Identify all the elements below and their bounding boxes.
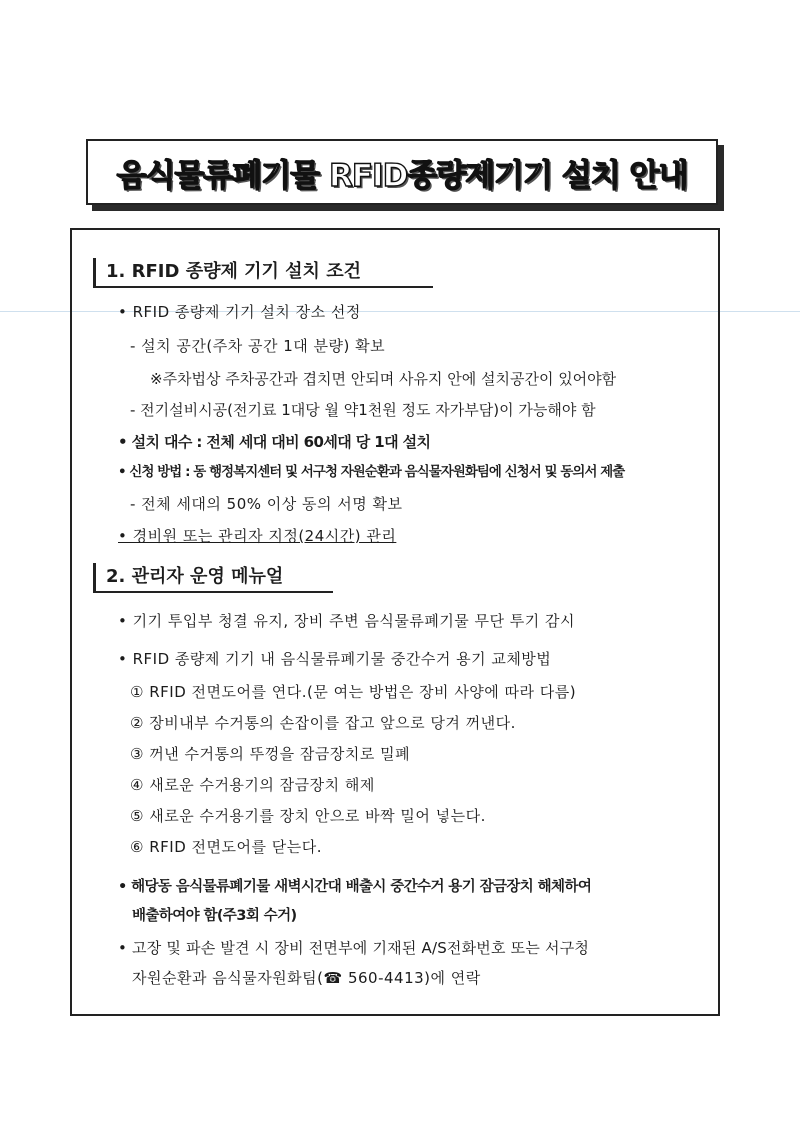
section-2-heading: 2. 관리자 운영 메뉴얼 bbox=[93, 563, 333, 593]
list-item: ⑥ RFID 전면도어를 닫는다. bbox=[130, 838, 322, 856]
list-item: - 전체 세대의 50% 이상 동의 서명 확보 bbox=[130, 495, 403, 513]
note-item: ※주차법상 주차공간과 겹치면 안되며 사유지 안에 설치공간이 있어야함 bbox=[150, 370, 617, 388]
list-item: - 전기설비시공(전기료 1대당 월 약1천원 정도 자가부담)이 가능해야 함 bbox=[130, 401, 596, 419]
list-item: • 신청 방법 : 동 행정복지센터 및 서구청 자원순환과 음식물자원화팀에 신청서 및 동의서 제출 bbox=[118, 465, 625, 480]
section-1-heading: 1. RFID 종량제 기기 설치 조건 bbox=[93, 258, 433, 288]
list-item: • 경비원 또는 관리자 지정(24시간) 관리 bbox=[118, 527, 397, 545]
list-item: • RFID 종량제 기기 내 음식물류폐기물 중간수거 용기 교체방법 bbox=[118, 650, 552, 668]
list-item: 자원순환과 음식물자원화팀(☎ 560-4413)에 연락 bbox=[132, 969, 481, 987]
list-item: ⑤ 새로운 수거용기를 장치 안으로 바짝 밀어 넣는다. bbox=[130, 807, 486, 825]
title-box bbox=[86, 139, 718, 205]
list-item: ① RFID 전면도어를 연다.(문 여는 방법은 장비 사양에 따라 다름) bbox=[130, 683, 577, 701]
list-item: • 기기 투입부 청결 유지, 장비 주변 음식물류폐기물 무단 투기 감시 bbox=[118, 612, 576, 630]
list-item: • RFID 종량제 기기 설치 장소 선정 bbox=[118, 303, 361, 321]
list-item: - 설치 공간(주차 공간 1대 분량) 확보 bbox=[130, 337, 386, 355]
page-title: 음식물류폐기물 RFID종량제기기 설치 안내 bbox=[116, 157, 688, 194]
list-item: • 해당동 음식물류폐기물 새벽시간대 배출시 중간수거 용기 잠금장치 해체하여 bbox=[118, 879, 592, 895]
list-item: 배출하여야 함(주3회 수거) bbox=[132, 908, 297, 924]
list-item: ③ 꺼낸 수거통의 뚜껑을 잠금장치로 밀폐 bbox=[130, 745, 411, 763]
list-item: • 설치 대수 : 전체 세대 대비 60세대 당 1대 설치 bbox=[118, 433, 431, 451]
list-item: • 고장 및 파손 발견 시 장비 전면부에 기재된 A/S전화번호 또는 서구청 bbox=[118, 939, 590, 957]
list-item: ② 장비내부 수거통의 손잡이를 잡고 앞으로 당겨 꺼낸다. bbox=[130, 714, 516, 732]
list-item: ④ 새로운 수거용기의 잠금장치 해제 bbox=[130, 776, 375, 794]
